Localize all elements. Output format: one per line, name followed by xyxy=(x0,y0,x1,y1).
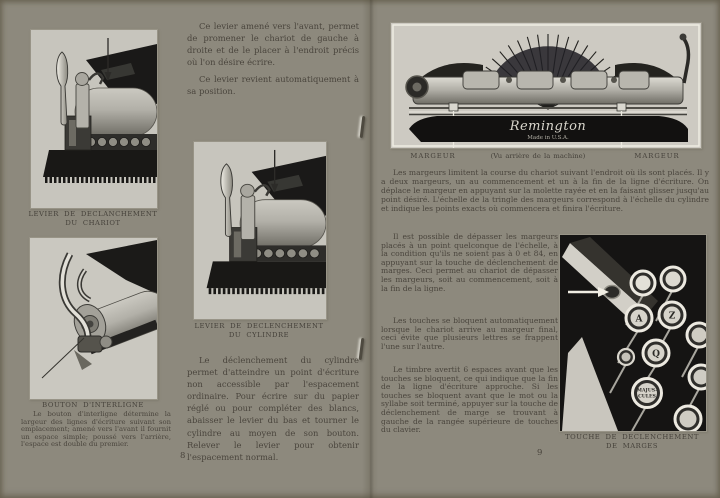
right-paragraph-4: Le timbre avertit 6 espaces avant que les touches se bloquent, ce qui indique que la fin de la ligne d'écriture approche. Si les touches se bloquent avant que le mot ou la syllabe soit terminé, appuyer sur la touche de déclenchement de marge se trouvant à gauche de la rangée supérieure de touches du clavier. xyxy=(381,365,558,435)
rear-view-note: (Vu arrière de la machine) xyxy=(490,152,586,160)
left-paragraph-2: Ce levier revient automatiquement à sa position. xyxy=(187,74,359,97)
fig-carriage-release-caption: LEVIER DE DECLANCHEMENT DU CHARIOT xyxy=(28,210,158,228)
right-paragraph-2: Il est possible de dépasser les margeurs placés à un point quelconque de l'échelle, à la condition qu'ils ne soient pas à 0 et 84, en appuyant sur la touche de déclenchement de marges. Ceci permet au chariot de dépasser les margeurs, soit au commencement, soit à la fin de la ligne. xyxy=(381,232,558,293)
linespace-knob-illustration xyxy=(30,238,157,399)
margin-stop-right xyxy=(617,103,626,111)
brand-label: Remington xyxy=(509,119,587,134)
key-a-label: A xyxy=(635,314,643,325)
left-paragraph-1: Ce levier amené vers l'avant, permet de promener le chariot de gauche à droite et de le placer à l'endroit précis où l'on désire écrire. xyxy=(187,21,359,68)
cylinder-release-illustration xyxy=(194,142,326,319)
right-paragraph-3: Les touches se bloquent automatiquement lorsque le chariot arrive au margeur final, ceci évite que plusieurs lettres se frappent l'une sur l'autre. xyxy=(381,316,558,351)
key-z-label: Z xyxy=(668,311,676,322)
margin-stop-left xyxy=(449,103,458,111)
fig-keyboard-caption: TOUCHE DE DECLENCHEMENT DE MARGES xyxy=(565,433,699,451)
fig-linespace-knob-photo xyxy=(29,237,158,400)
page-fold-gutter xyxy=(362,0,378,498)
left-page-number: 8 xyxy=(180,451,186,461)
carriage-release-illustration xyxy=(31,30,157,208)
brand-sub-label: Made in U.S.A. xyxy=(527,135,569,141)
fig-typewriter-rear-photo xyxy=(390,22,702,149)
fig-cylinder-release-caption: LEVIER DE DECLENCHEMENT DU CYLINDRE xyxy=(194,322,324,340)
right-paragraph-1: Les margeurs limitent la course du chariot suivant l'endroit où ils sont placés. Il y a deux margeurs, un au commencement et un à la fin de la ligne d'écriture. On déplace le margeur en appuyant sur la molette rayée et en la faisant glisser jusqu'au point désiré. L'échelle de la tringle des margeurs correspond à l'échelle du cylindre et indique les points exacts où commencera et finira l'écriture. xyxy=(381,168,709,213)
fig-keyboard-photo xyxy=(559,234,707,432)
margeur-label-left: MARGEUR xyxy=(410,152,456,160)
fig-linespace-knob-caption: BOUTON D'INTERLIGNE xyxy=(42,401,144,409)
right-page-number: 9 xyxy=(537,448,543,458)
key-majuscules-label-2: CULES xyxy=(638,394,656,400)
fig-carriage-release-photo xyxy=(30,29,158,209)
typewriter-rear-illustration xyxy=(391,23,701,148)
key-q-label: Q xyxy=(652,349,660,360)
keyboard-illustration xyxy=(560,235,706,431)
linespace-knob-note: Le bouton d'interligne détermine la largeur des lignes d'écriture suivant son emplacement; amené vers l'avant il fournit un espace simple; poussé vers l'arrière, l'espace est double du premier. xyxy=(21,410,171,448)
key-majuscules-label-1: MAJUS- xyxy=(636,388,658,394)
left-paragraph-3: Le déclenchement du cylindre permet d'atteindre un point d'écriture non accessible par l'espacement ordinaire. Pour écrire sur du papier réglé ou pour compléter des blancs, abaisser le levier du bas et tourner le cylindre au moyen de son bouton. Relever le levier pour obtenir l'espacement normal. xyxy=(187,355,359,462)
margeur-label-right: MARGEUR xyxy=(634,152,680,160)
fig-cylinder-release-photo xyxy=(193,141,327,320)
